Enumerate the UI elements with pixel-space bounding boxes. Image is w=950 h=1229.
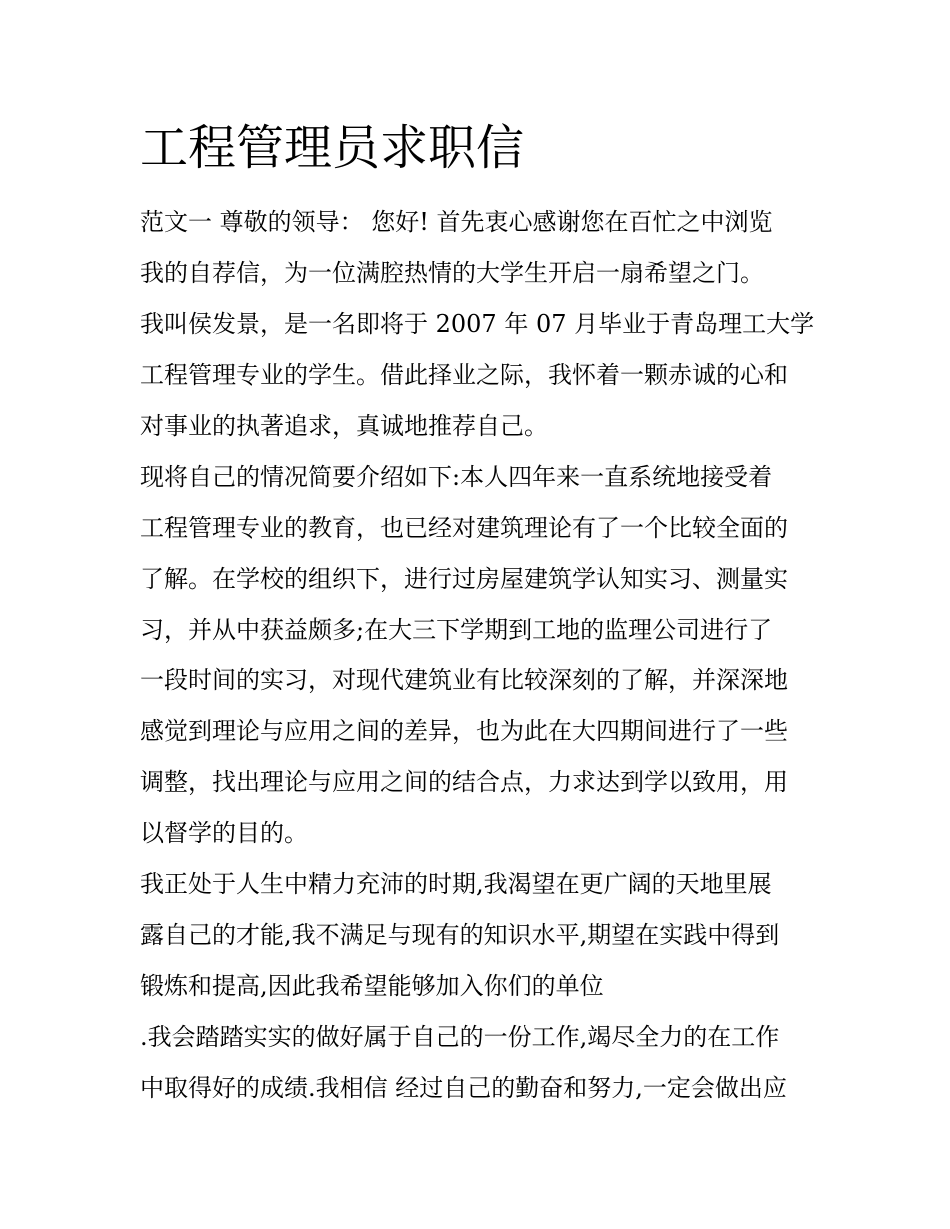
body-line: 中取得好的成绩.我相信 经过自己的勤奋和努力,一定会做出应 <box>140 1074 787 1102</box>
body-line: 对事业的执著追求，真诚地推荐自己。 <box>140 412 548 440</box>
body-line: 了解。在学校的组织下，进行过房屋建筑学认知实习、测量实 <box>140 565 788 593</box>
body-line: 习，并从中获益颇多;在大三下学期到工地的监理公司进行了 <box>140 616 773 644</box>
body-line: 我正处于人生中精力充沛的时期,我渴望在更广阔的天地里展 <box>140 870 772 898</box>
body-line: 工程管理专业的学生。借此择业之际，我怀着一颗赤诚的心和 <box>140 361 788 389</box>
document-title: 工程管理员求职信 <box>140 120 525 176</box>
body-line: 工程管理专业的教育，也已经对建筑理论有了一个比较全面的 <box>140 514 788 542</box>
body-line: 锻炼和提高,因此我希望能够加入你们的单位 <box>140 972 604 1000</box>
body-line: .我会踏踏实实的做好属于自己的一份工作,竭尽全力的在工作 <box>140 1023 780 1051</box>
body-line: 以督学的目的。 <box>140 819 308 847</box>
body-line: 现将自己的情况简要介绍如下:本人四年来一直系统地接受着 <box>140 463 773 491</box>
body-line: 露自己的才能,我不满足与现有的知识水平,期望在实践中得到 <box>140 921 780 949</box>
body-line: 一段时间的实习，对现代建筑业有比较深刻的了解，并深深地 <box>140 666 788 694</box>
body-line: 我的自荐信，为一位满腔热情的大学生开启一扇希望之门。 <box>140 259 764 287</box>
body-line: 感觉到理论与应用之间的差异，也为此在大四期间进行了一些 <box>140 717 788 745</box>
body-line: 范文一 尊敬的领导： 您好! 首先衷心感谢您在百忙之中浏览 <box>140 208 773 236</box>
body-line: 调整，找出理论与应用之间的结合点，力求达到学以致用，用 <box>140 768 788 796</box>
body-line: 我叫侯发景，是一名即将于 2007 年 07 月毕业于青岛理工大学 <box>140 310 815 338</box>
